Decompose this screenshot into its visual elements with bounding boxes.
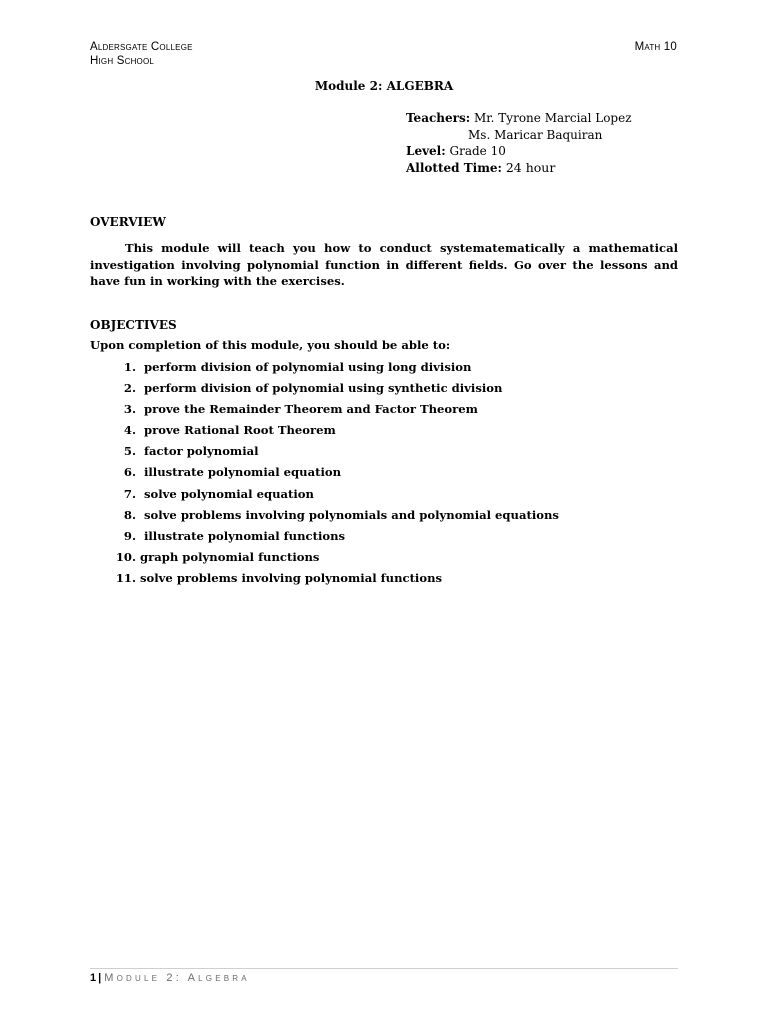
teacher-2: Ms. Maricar Baquiran [468,127,603,142]
objective-item [108,506,559,527]
objective-text: prove the Remainder Theorem and Factor Theorem [144,402,478,417]
page-footer [90,972,250,984]
school-division: High School [90,55,155,67]
objective-text: solve polynomial equation [144,486,314,501]
module-title: Module 2: ALGEBRA [314,79,454,93]
school-name: Aldersgate College [90,41,193,53]
objective-text: graph polynomial functions [140,549,320,564]
objective-text: illustrate polynomial equation [144,465,342,480]
objectives-intro: Upon completion of this module, you should be able to: [90,338,451,352]
objective-number: 8. [123,507,136,522]
objective-text: factor polynomial [144,444,259,459]
objective-item [108,485,559,506]
footer-module-label: Module 2: Algebra [104,972,250,984]
objective-number: 10. [115,549,136,564]
footer-divider [90,968,678,969]
module-info [406,110,632,176]
objective-text: illustrate polynomial functions [144,528,346,543]
footer-separator: | [98,972,102,984]
objective-number: 11. [115,570,136,585]
objective-item [108,569,559,590]
objective-number: 9. [123,528,136,543]
level-label: Level: [406,144,446,158]
level-line [406,143,632,160]
time-value: 24 hour [505,159,556,175]
school-header [90,40,193,68]
objective-text: perform division of polynomial using long division [144,360,472,374]
objective-item [108,358,559,379]
objectives-heading: OBJECTIVES [90,318,177,332]
subject-header: Math 10 [634,41,677,53]
teacher-1: Mr. Tyrone Marcial Lopez [473,111,632,125]
time-label: Allotted Time: [406,160,502,175]
objective-text: prove Rational Root Theorem [144,423,336,438]
objective-number: 7. [123,486,136,501]
objective-item [108,442,559,463]
objective-item [108,400,559,421]
objective-number: 1. [123,360,136,374]
overview-heading: OVERVIEW [90,215,166,229]
teachers-label: Teachers: [406,111,471,125]
objective-number: 4. [123,423,136,438]
objective-item [108,527,559,548]
page-number: 1 [90,972,97,984]
objective-number: 5. [123,444,136,459]
objective-text: perform division of polynomial using synthetic division [144,381,503,396]
objective-number: 3. [123,402,136,417]
level-value: Grade 10 [449,144,506,158]
objective-number: 2. [123,381,136,396]
objectives-list [108,358,559,590]
objective-text: solve problems involving polynomials and polynomial equations [144,507,559,522]
objective-item [108,421,559,442]
teachers-line [406,110,632,127]
objective-item [108,463,559,484]
objective-item [108,379,559,400]
overview-paragraph: This module will teach you how to conduct systematematically a mathematical investigation involving polynomial function in different fields. Go over the lessons and have fun in working with the exercises. [90,241,678,288]
time-line [406,160,632,177]
objective-item [108,548,559,569]
objective-number: 6. [123,465,136,480]
objective-text: solve problems involving polynomial functions [140,570,443,585]
